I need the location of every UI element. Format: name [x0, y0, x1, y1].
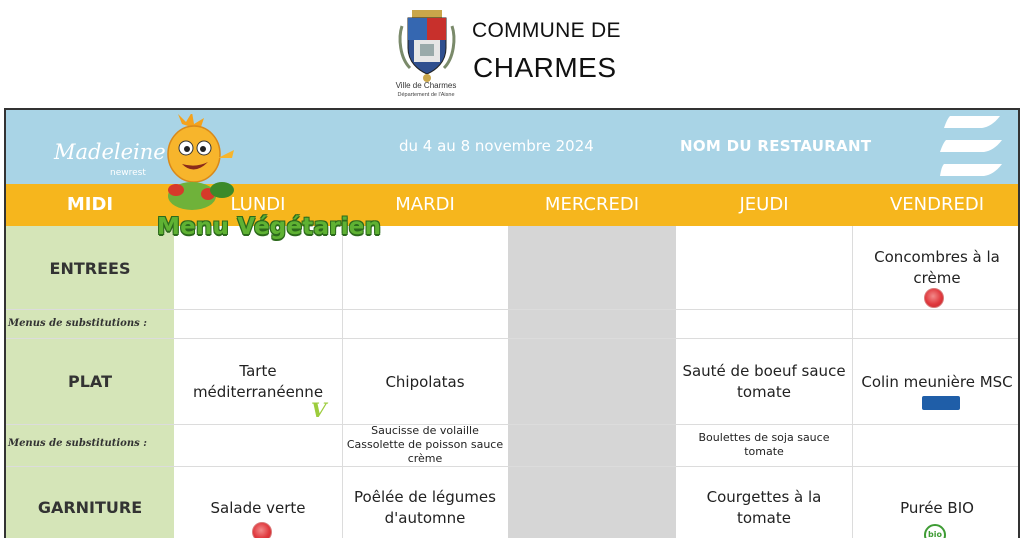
- brand-stripes-icon: [936, 110, 1016, 184]
- day-jeudi: JEUDI: [739, 194, 789, 215]
- day-mardi: MARDI: [395, 194, 455, 215]
- vegetarian-v-icon: V: [311, 398, 327, 422]
- plat-substitution-mardi: Saucisse de volaille Cassolette de poisson sauce crème: [346, 424, 504, 465]
- msc-label-icon: [922, 396, 960, 410]
- commune-title-line1: COMMUNE DE: [472, 19, 621, 42]
- plat-vendredi: Colin meunière MSC: [861, 373, 1013, 391]
- day-mercredi: MERCREDI: [544, 194, 640, 215]
- plat-mardi: Chipolatas: [385, 373, 465, 391]
- brand-name: Madeleine: [54, 140, 166, 164]
- town-crest-icon: [396, 8, 458, 84]
- mercredi-column-closed: [508, 226, 676, 538]
- row-label-substitutions: Menus de substitutions :: [8, 318, 147, 329]
- menu-sheet: [4, 108, 1020, 538]
- site-header: [0, 0, 1024, 108]
- row-divider: [6, 466, 1020, 467]
- bio-label-icon: bio: [924, 524, 946, 538]
- plat-jeudi: Sauté de boeuf sauce tomate: [682, 362, 846, 401]
- plat-substitution-jeudi: Boulettes de soja sauce tomate: [698, 431, 830, 458]
- row-label-garniture: GARNITURE: [37, 498, 143, 517]
- commune-title-line2: CHARMES: [473, 52, 617, 83]
- row-divider: [6, 424, 1020, 425]
- plat-lundi: Tarte méditerranéenne: [192, 362, 324, 401]
- midi-label: MIDI: [66, 194, 114, 215]
- menu-dates: du 4 au 8 novembre 2024: [399, 137, 594, 155]
- day-lundi: LUNDI: [230, 194, 286, 215]
- garniture-lundi: Salade verte: [210, 499, 306, 517]
- mascot-icon: [152, 114, 242, 226]
- red-dot-icon: [924, 288, 944, 308]
- entree-vendredi: Concombres à la crème: [874, 248, 1000, 287]
- garniture-mardi: Poêlée de légumes d'automne: [354, 488, 496, 527]
- row-label-entrees: ENTREES: [49, 259, 131, 278]
- crest-caption-department: Département de l'Aisne: [397, 92, 455, 98]
- menu-vegetarien-title: Menu Végétarien: [157, 214, 382, 240]
- brand-subtitle: newrest: [110, 168, 146, 178]
- crest-caption-town: Ville de Charmes: [395, 81, 457, 90]
- red-dot-icon: [252, 522, 272, 538]
- restaurant-name: NOM DU RESTAURANT: [680, 137, 872, 155]
- day-vendredi: VENDREDI: [889, 194, 985, 215]
- row-divider: [6, 309, 1020, 310]
- garniture-vendredi: Purée BIO: [900, 499, 974, 517]
- row-label-substitutions: Menus de substitutions :: [8, 438, 147, 449]
- garniture-jeudi: Courgettes à la tomate: [706, 488, 822, 527]
- row-label-plat: PLAT: [68, 372, 112, 391]
- row-divider: [6, 338, 1020, 339]
